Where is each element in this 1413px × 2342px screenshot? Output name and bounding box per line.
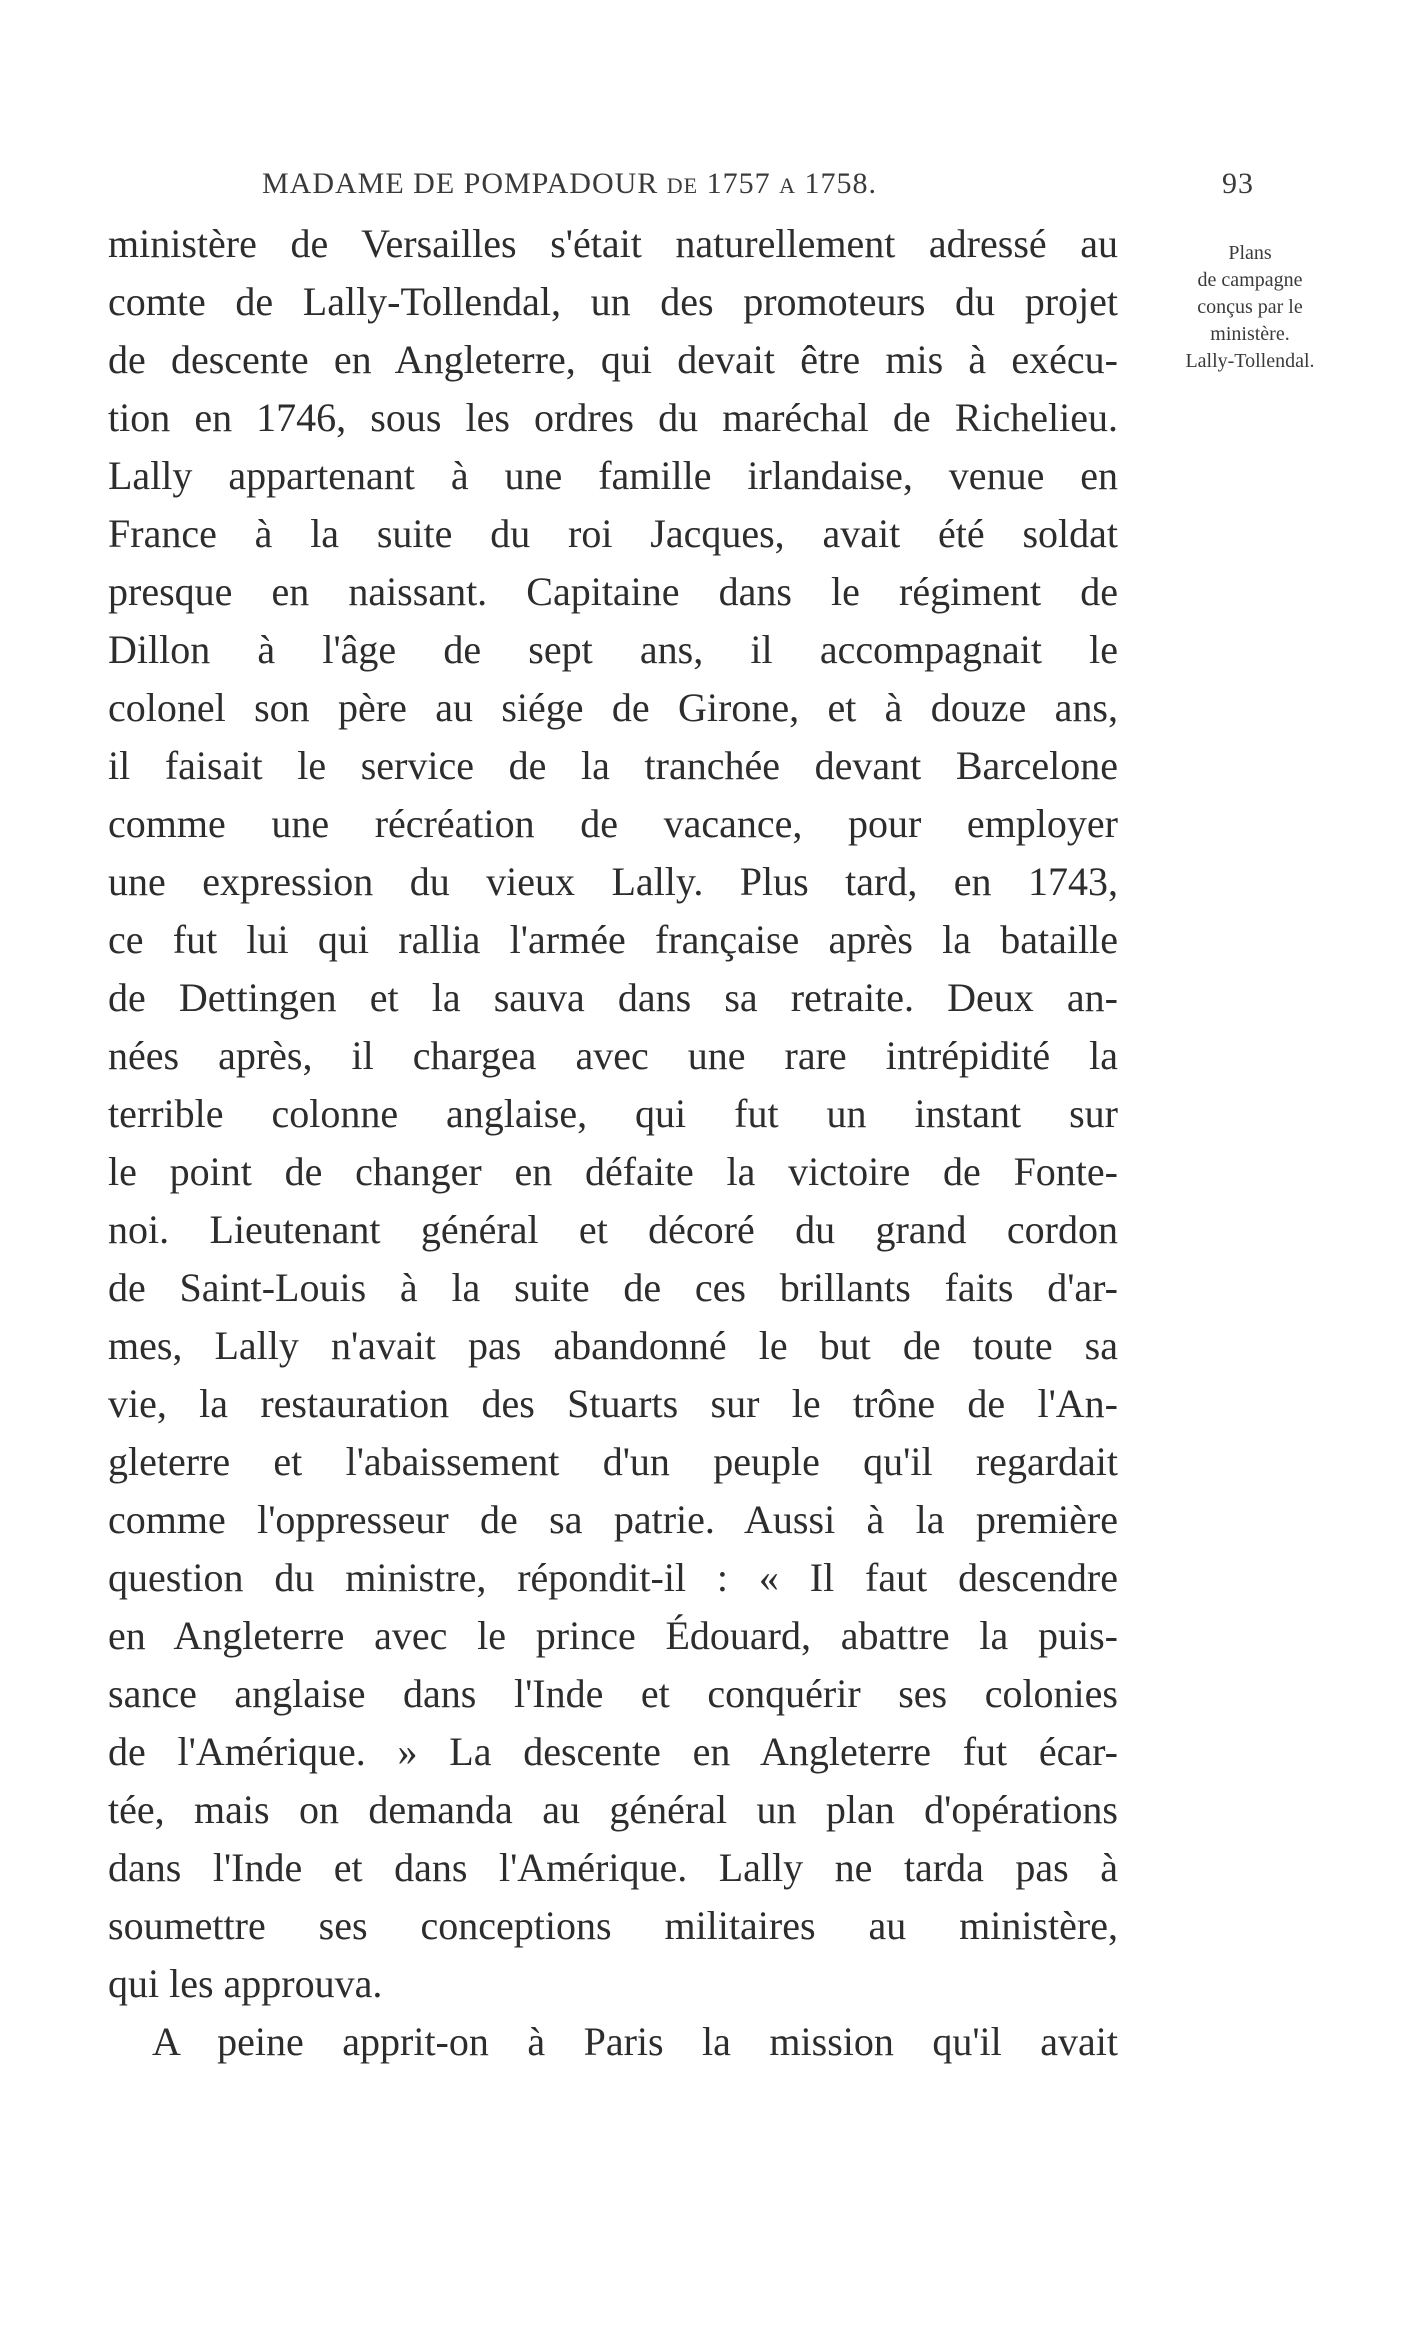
marginal-note-line: Lally-Tollendal. [1185,350,1315,372]
text-line: ce fut lui qui rallia l'armée française après la bataille [108,917,1118,962]
running-head [262,167,1252,207]
marginal-note-line: Plans [1228,242,1272,264]
text-line: question du ministre, répondit-il : « Il faut descendre [108,1555,1118,1600]
text-line: presque en naissant. Capitaine dans le régiment de [108,569,1118,614]
text-line: qui les approuva. [108,1961,383,2006]
text-line: dans l'Inde et dans l'Amérique. Lally ne tarda pas à [108,1845,1118,1890]
text-line: en Angleterre avec le prince Édouard, abattre la puis- [108,1613,1118,1658]
text-line: comme une récréation de vacance, pour employer [108,801,1118,846]
marginal-note-line: conçus par le [1197,296,1303,318]
text-line: une expression du vieux Lally. Plus tard, en 1743, [108,859,1118,904]
body-text [108,215,1118,2071]
text-line: ministère de Versailles s'était naturellement adressé au [108,221,1118,266]
text-line: comte de Lally-Tollendal, un des promoteurs du projet [108,279,1118,324]
text-line: de Dettingen et la sauva dans sa retraite. Deux an- [108,975,1118,1020]
text-line: de descente en Angleterre, qui devait être mis à exécu- [108,337,1118,382]
text-line: sance anglaise dans l'Inde et conquérir ses colonies [108,1671,1118,1716]
marginal-note [1135,240,1365,375]
text-line: de l'Amérique. » La descente en Angleterre fut écar- [108,1729,1118,1774]
marginal-note-line: ministère. [1210,323,1290,345]
running-head-title: MADAME DE POMPADOUR DE 1757 A 1758. [262,167,878,200]
text-line: le point de changer en défaite la victoire de Fonte- [108,1149,1118,1194]
text-line: nées après, il chargea avec une rare intrépidité la [108,1033,1118,1078]
text-line: Lally appartenant à une famille irlandaise, venue en [108,453,1118,498]
text-line: Dillon à l'âge de sept ans, il accompagnait le [108,627,1118,672]
text-line: terrible colonne anglaise, qui fut un instant sur [108,1091,1118,1136]
page-number: 93 [1222,167,1254,200]
text-line: soumettre ses conceptions militaires au ministère, [108,1903,1118,1948]
text-line: mes, Lally n'avait pas abandonné le but de toute sa [108,1323,1118,1368]
text-line: il faisait le service de la tranchée devant Barcelone [108,743,1118,788]
text-line: vie, la restauration des Stuarts sur le trône de l'An- [108,1381,1118,1426]
text-line: A peine apprit-on à Paris la mission qu'il avait [152,2019,1118,2064]
text-line: gleterre et l'abaissement d'un peuple qu'il regardait [108,1439,1118,1484]
text-line: de Saint-Louis à la suite de ces brillants faits d'ar- [108,1265,1118,1310]
text-line: tion en 1746, sous les ordres du maréchal de Richelieu. [108,395,1118,440]
text-line: colonel son père au siége de Girone, et à douze ans, [108,685,1118,730]
text-line: tée, mais on demanda au général un plan d'opérations [108,1787,1118,1832]
marginal-note-line: de campagne [1197,269,1303,291]
text-line: noi. Lieutenant général et décoré du grand cordon [108,1207,1118,1252]
text-line: France à la suite du roi Jacques, avait été soldat [108,511,1118,556]
text-line: comme l'oppresseur de sa patrie. Aussi à la première [108,1497,1118,1542]
